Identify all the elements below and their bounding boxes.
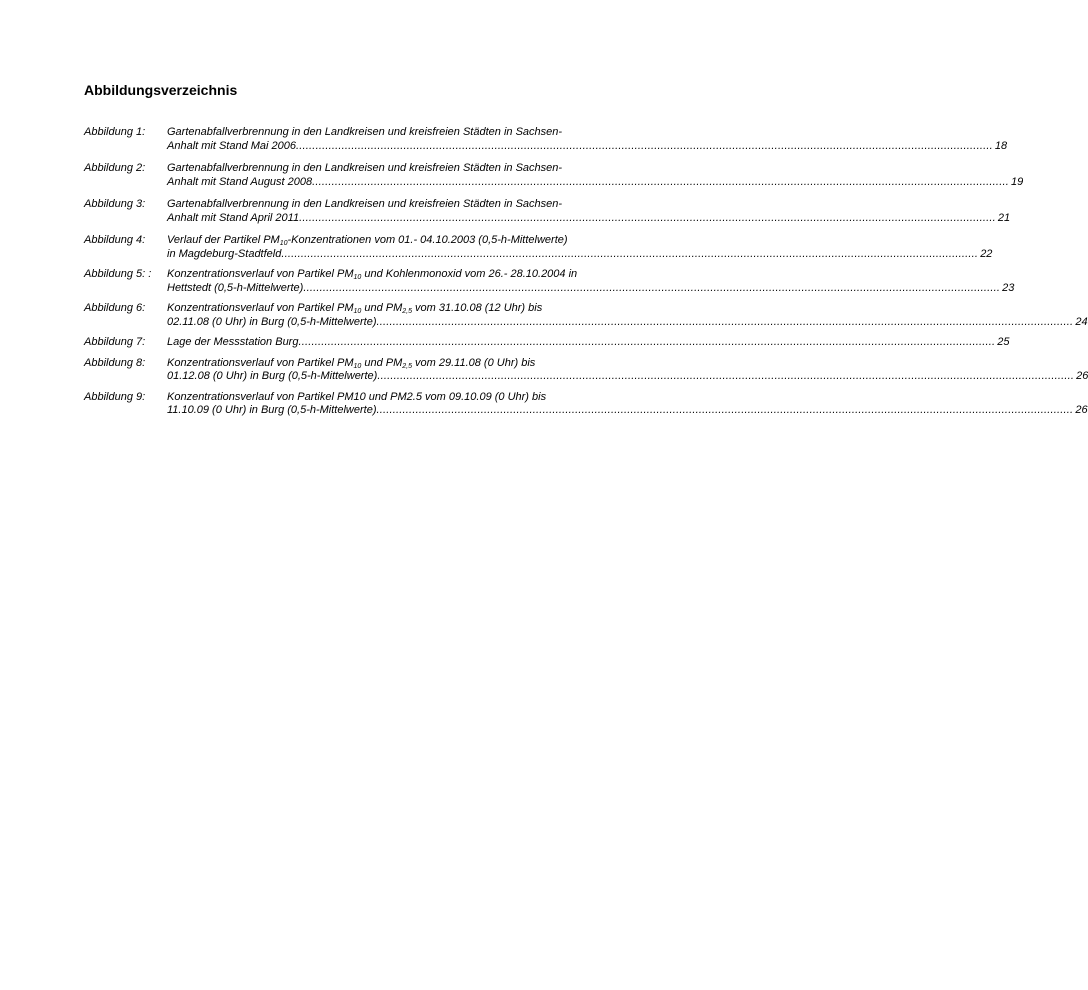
page-number: 22 [980, 247, 993, 260]
page-number: 23 [1002, 281, 1015, 294]
figure-title-line1: Konzentrationsverlauf von Partikel $PM_{10}$ und $PM_{2,5}$ vom 29.11.08 (0 Uhr) bis [167, 356, 536, 370]
dot-leader [303, 282, 1000, 296]
figure-title-line2: 01.12.08 (0 Uhr) in Burg (0,5-h-Mittelwerte) [167, 370, 378, 382]
figure-label: Abbildung 8: [84, 356, 146, 369]
figure-label: Abbildung 6: [84, 302, 146, 314]
figure-label: Abbildung 9: [84, 390, 146, 403]
dot-leader [312, 176, 1009, 190]
dot-leader [296, 140, 993, 154]
figure-title-line2: 11.10.09 (0 Uhr) in Burg (0,5-h-Mittelwerte) [167, 404, 377, 416]
figure-entry[interactable] [84, 302, 1088, 329]
figure-label: Abbildung 7: [84, 336, 146, 348]
figure-entry[interactable] [84, 336, 1010, 350]
dot-leader [299, 212, 996, 226]
figure-title-line1: Verlauf der Partikel $PM_{10}$-Konzentrationen vom 01.- 04.10.2003 (0,5-h-Mittelwerte) [167, 234, 568, 247]
figure-label: Abbildung 2: [84, 162, 146, 174]
figure-entry[interactable] [84, 198, 1011, 225]
dot-leader [281, 248, 978, 262]
dot-leader [298, 336, 995, 350]
figure-title-line2: Anhalt mit Stand August 2008 [167, 175, 313, 188]
figure-entry[interactable] [84, 356, 1088, 384]
figure-label: Abbildung 1: [84, 126, 146, 138]
page-number: 25 [997, 336, 1010, 348]
figure-title-line1: Gartenabfallverbrennung in den Landkreisen und kreisfreien Städten in Sachsen- [167, 198, 563, 210]
figure-title-line2: in Magdeburg-Stadtfeld [167, 247, 282, 260]
figure-title-line2: Anhalt mit Stand Mai 2006 [167, 139, 297, 152]
figure-title-line2: 02.11.08 (0 Uhr) in Burg (0,5-h-Mittelwerte) [167, 315, 377, 328]
figure-title-line1: Konzentrationsverlauf von Partikel $PM_{10}$ und $PM_{2,5}$ vom 31.10.08 (12 Uhr) bis [167, 302, 543, 315]
figure-label: Abbildung 4: [84, 234, 146, 246]
page-title: Abbildungsverzeichnis [84, 82, 238, 98]
figure-entry[interactable] [84, 126, 1008, 153]
page-number: 21 [997, 211, 1011, 224]
figure-entry[interactable] [84, 162, 1024, 189]
page-number: 26 [1075, 404, 1088, 416]
figure-entry[interactable] [84, 268, 1015, 295]
figure-label: Abbildung 5: : [84, 268, 152, 280]
figure-entry[interactable] [84, 390, 1088, 418]
figure-title-line1: Lage der Messstation Burg [167, 336, 299, 348]
figure-entry[interactable] [84, 234, 993, 261]
figure-title-line1: Konzentrationsverlauf von Partikel PM10 und PM2.5 vom 09.10.09 (0 Uhr) bis [167, 390, 547, 403]
page-number: 19 [1010, 175, 1024, 188]
page-number: 26 [1076, 370, 1088, 382]
figure-title-line1: Gartenabfallverbrennung in den Landkreisen und kreisfreien Städten in Sachsen- [167, 162, 563, 174]
dot-leader [377, 370, 1074, 384]
dot-leader [377, 316, 1074, 330]
figure-label: Abbildung 3: [84, 198, 146, 210]
figure-list [84, 126, 1088, 416]
figure-title-line1: Konzentrationsverlauf von Partikel $PM_{10}$ und Kohlenmonoxid vom 26.- 28.10.2004 in [167, 268, 578, 281]
figure-title-line1: Gartenabfallverbrennung in den Landkreisen und kreisfreien Städten in Sachsen- [167, 126, 563, 138]
dot-leader [377, 404, 1074, 418]
page-number: 18 [994, 139, 1008, 152]
figure-title-line2: Hettstedt (0,5-h-Mittelwerte) [167, 281, 304, 294]
figure-title-line2: Anhalt mit Stand April 2011 [167, 211, 300, 224]
page-number: 24 [1075, 315, 1088, 328]
